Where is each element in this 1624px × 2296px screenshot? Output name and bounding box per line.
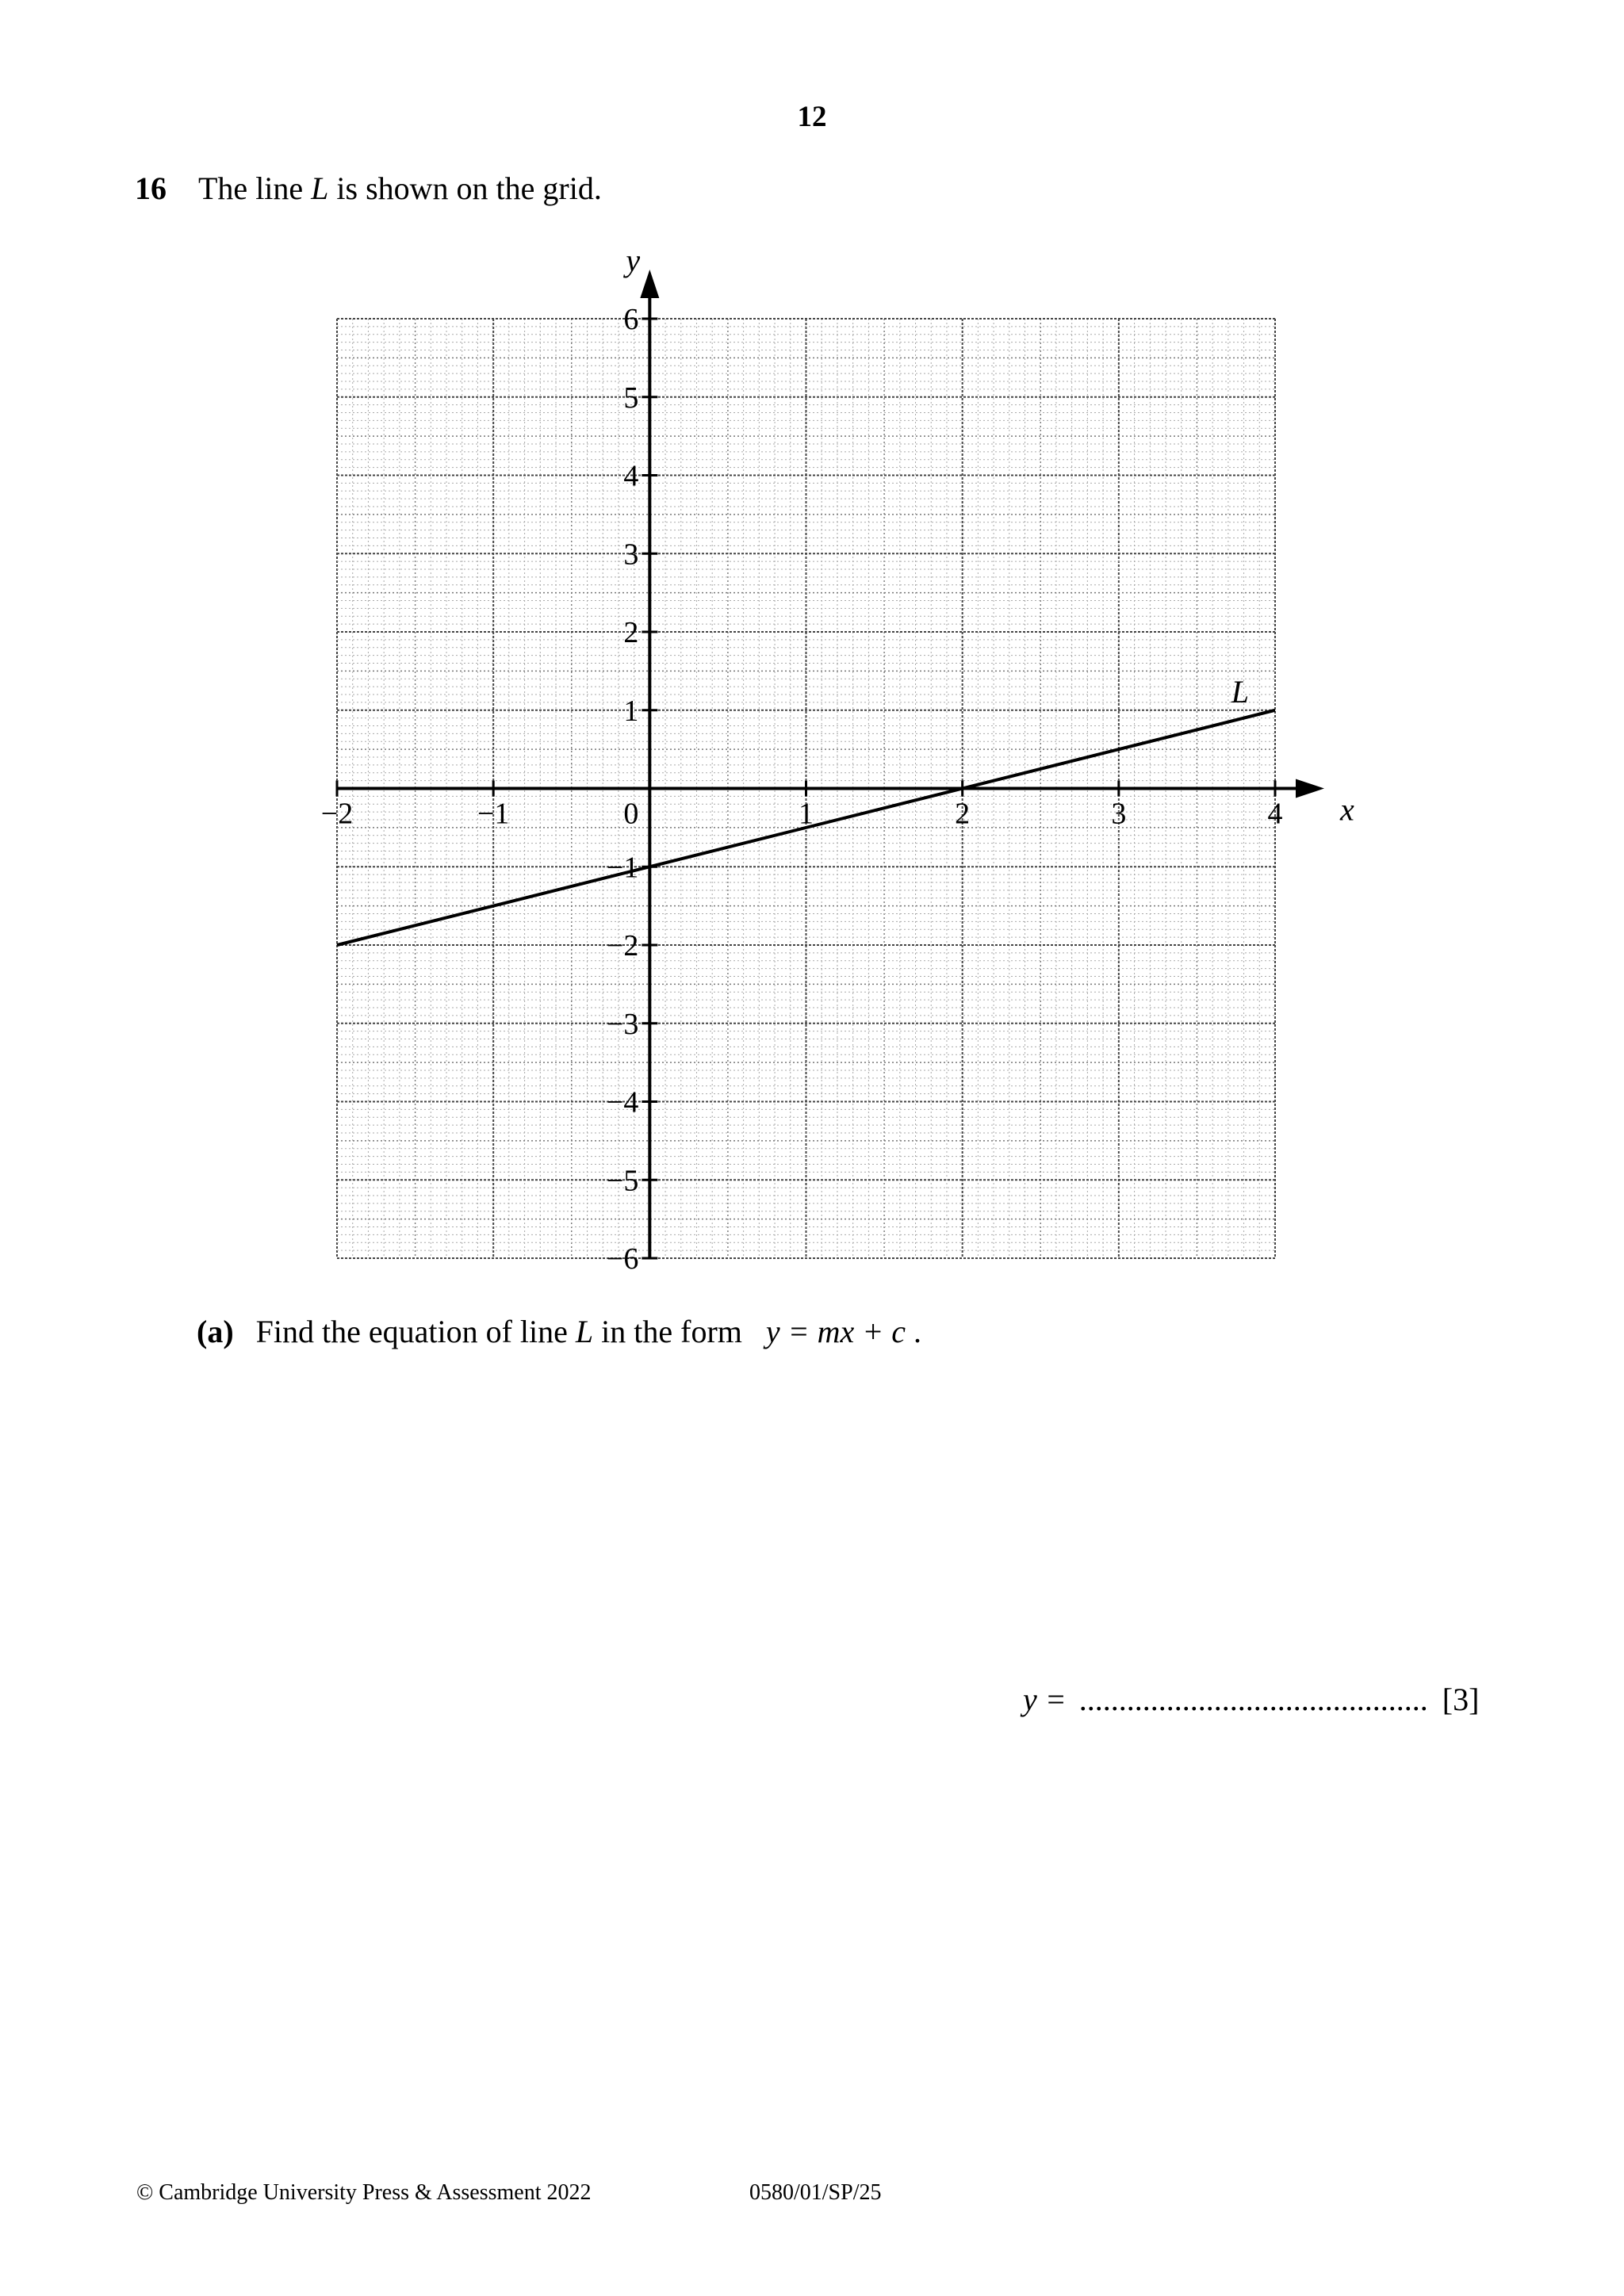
footer-code: 0580/01/SP/25 — [749, 2180, 882, 2205]
part-a-end: . — [906, 1314, 922, 1349]
part-a-equation: y = mx + c — [765, 1314, 906, 1349]
y-tick-label: 2 — [623, 616, 639, 649]
x-axis-label: x — [1340, 791, 1354, 828]
x-tick-label: 4 — [1267, 797, 1283, 831]
y-axis-label: y — [626, 243, 641, 278]
part-a-text-mid: in the form — [593, 1314, 742, 1349]
x-axis-arrow — [1296, 779, 1324, 798]
x-tick-label: 1 — [799, 797, 814, 831]
y-tick-label: −2 — [606, 929, 639, 962]
y-tick-label: 4 — [623, 459, 639, 493]
part-a — [197, 1313, 921, 1350]
x-tick-label: −2 — [320, 797, 354, 831]
y-tick-label: −4 — [606, 1085, 639, 1119]
y-tick-label: −6 — [606, 1242, 639, 1276]
y-tick-label: 3 — [623, 538, 639, 572]
x-tick-label: 2 — [955, 797, 971, 831]
part-a-line-name: L — [575, 1314, 594, 1349]
page-number: 12 — [797, 101, 827, 133]
y-tick-label: 1 — [623, 694, 639, 728]
question-text-before: The line — [198, 170, 312, 206]
question-line-name: L — [311, 170, 329, 206]
y-tick-label: −5 — [606, 1164, 639, 1198]
marks: [3] — [1442, 1682, 1480, 1717]
line-L-label: L — [1231, 673, 1250, 710]
y-tick-label: 5 — [623, 381, 639, 415]
y-tick-label: −1 — [606, 851, 639, 885]
answer-space[interactable]: ............................................ — [1078, 1682, 1428, 1717]
answer-prefix: y = — [1023, 1682, 1067, 1717]
part-a-text: Find the equation of line — [255, 1314, 576, 1349]
footer-copyright: © Cambridge University Press & Assessment 2022 — [136, 2180, 592, 2205]
x-tick-label: 3 — [1111, 797, 1127, 831]
origin-label: 0 — [623, 797, 639, 831]
question-text-after: is shown on the grid. — [328, 170, 602, 206]
y-axis-arrow — [640, 270, 659, 298]
answer-line — [1023, 1681, 1479, 1718]
part-a-label: (a) — [197, 1314, 234, 1349]
y-tick-label: 6 — [623, 303, 639, 336]
y-tick-label: −3 — [606, 1007, 639, 1041]
question-number: 16 — [135, 170, 167, 206]
x-tick-label: −1 — [477, 797, 510, 831]
